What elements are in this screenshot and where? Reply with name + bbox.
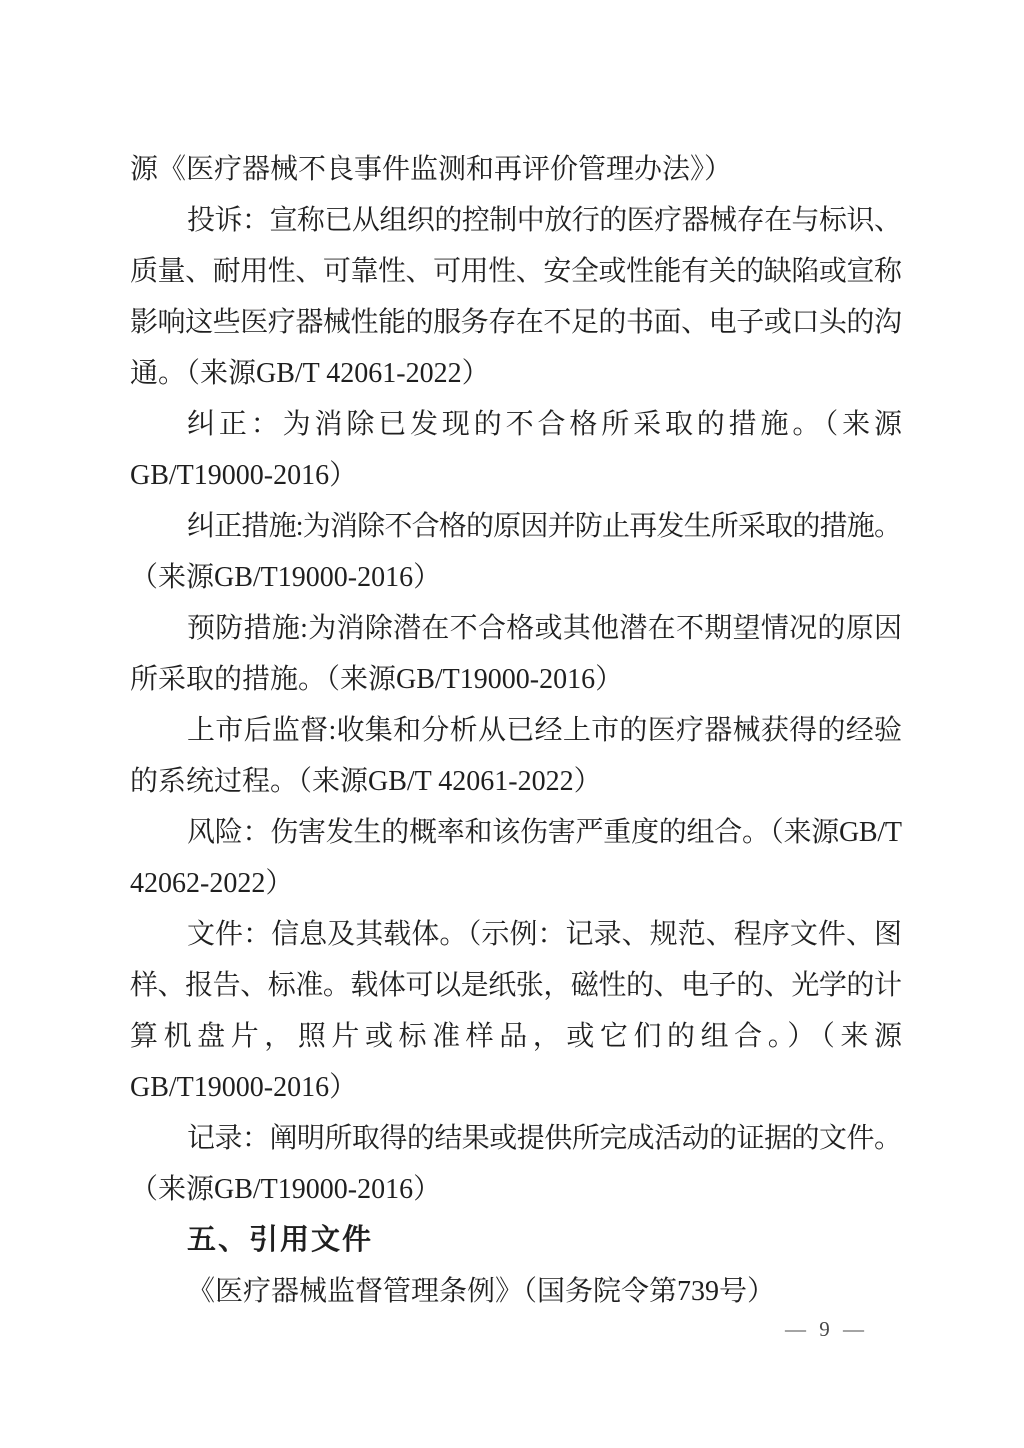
text-line-content: （来源GB/T19000-2016） <box>130 562 442 593</box>
text-line-content: 纠正措施:为消除不合格的原因并防止再发生所采取的措施。 <box>187 511 902 542</box>
text-line <box>130 1062 902 1113</box>
text-line-content: 影响这些医疗器械性能的服务存在不足的书面、电子或口头的沟 <box>130 307 902 338</box>
text-line-content: GB/T19000-2016） <box>130 460 358 491</box>
text-line <box>130 399 906 450</box>
text-line <box>130 144 902 195</box>
text-line-content: 上市后监督:收集和分析从已经上市的医疗器械获得的经验 <box>187 715 903 746</box>
text-line-content: 通。（来源GB/T 42061-2022） <box>130 358 490 389</box>
text-line-content: 预防措施:为消除潜在不合格或其他潜在不期望情况的原因 <box>187 613 903 644</box>
text-line-content: 《医疗器械监督管理条例》（国务院令第739号） <box>187 1276 776 1307</box>
text-line <box>130 246 902 297</box>
text-line <box>130 909 902 960</box>
text-line-content: 样、报告、标准。载体可以是纸张，磁性的、电子的、光学的计 <box>130 970 902 1001</box>
text-line <box>130 195 902 246</box>
text-line <box>130 501 902 552</box>
text-line-content: 质量、耐用性、可靠性、可用性、安全或性能有关的缺陷或宣称 <box>130 256 902 287</box>
text-line <box>130 1164 902 1215</box>
text-line <box>130 348 902 399</box>
text-line <box>130 603 902 654</box>
text-line-content: 的系统过程。（来源GB/T 42061-2022） <box>130 766 602 797</box>
text-line <box>130 858 902 909</box>
text-line <box>130 705 902 756</box>
text-line <box>130 297 902 348</box>
text-line-content: 算机盘片，照片或标准样品，或它们的组合。）（来源 <box>130 1021 908 1052</box>
text-line <box>130 1113 902 1164</box>
text-line <box>130 552 902 603</box>
text-line-content: 所采取的措施。（来源GB/T19000-2016） <box>130 664 624 695</box>
text-line-content: 风险：伤害发生的概率和该伤害严重度的组合。（来源GB/T <box>187 817 902 848</box>
section-heading <box>130 1215 902 1266</box>
text-line <box>130 807 902 858</box>
text-line-content: GB/T19000-2016） <box>130 1072 358 1103</box>
text-line-content: 记录：阐明所取得的结果或提供所完成活动的证据的文件。 <box>187 1123 902 1154</box>
text-line <box>130 960 902 1011</box>
text-line <box>130 1011 908 1062</box>
text-line <box>130 1266 902 1317</box>
text-line-content: 源《医疗器械不良事件监测和再评价管理办法》） <box>130 154 733 185</box>
text-block <box>130 144 908 1317</box>
text-line-content: 纠正：为消除已发现的不合格所采取的措施。（来源 <box>187 409 906 440</box>
text-line-content: （来源GB/T19000-2016） <box>130 1174 442 1205</box>
text-line-content: 五、引用文件 <box>187 1224 374 1256</box>
text-line <box>130 654 902 705</box>
text-line <box>130 450 902 501</box>
text-line <box>130 756 902 807</box>
text-line-content: 42062-2022） <box>130 868 294 899</box>
text-line-content: 投诉：宣称已从组织的控制中放行的医疗器械存在与标识、 <box>187 205 902 236</box>
page-number: — 9 — <box>785 1317 868 1341</box>
text-line-content: 文件：信息及其载体。（示例：记录、规范、程序文件、图 <box>187 919 903 950</box>
